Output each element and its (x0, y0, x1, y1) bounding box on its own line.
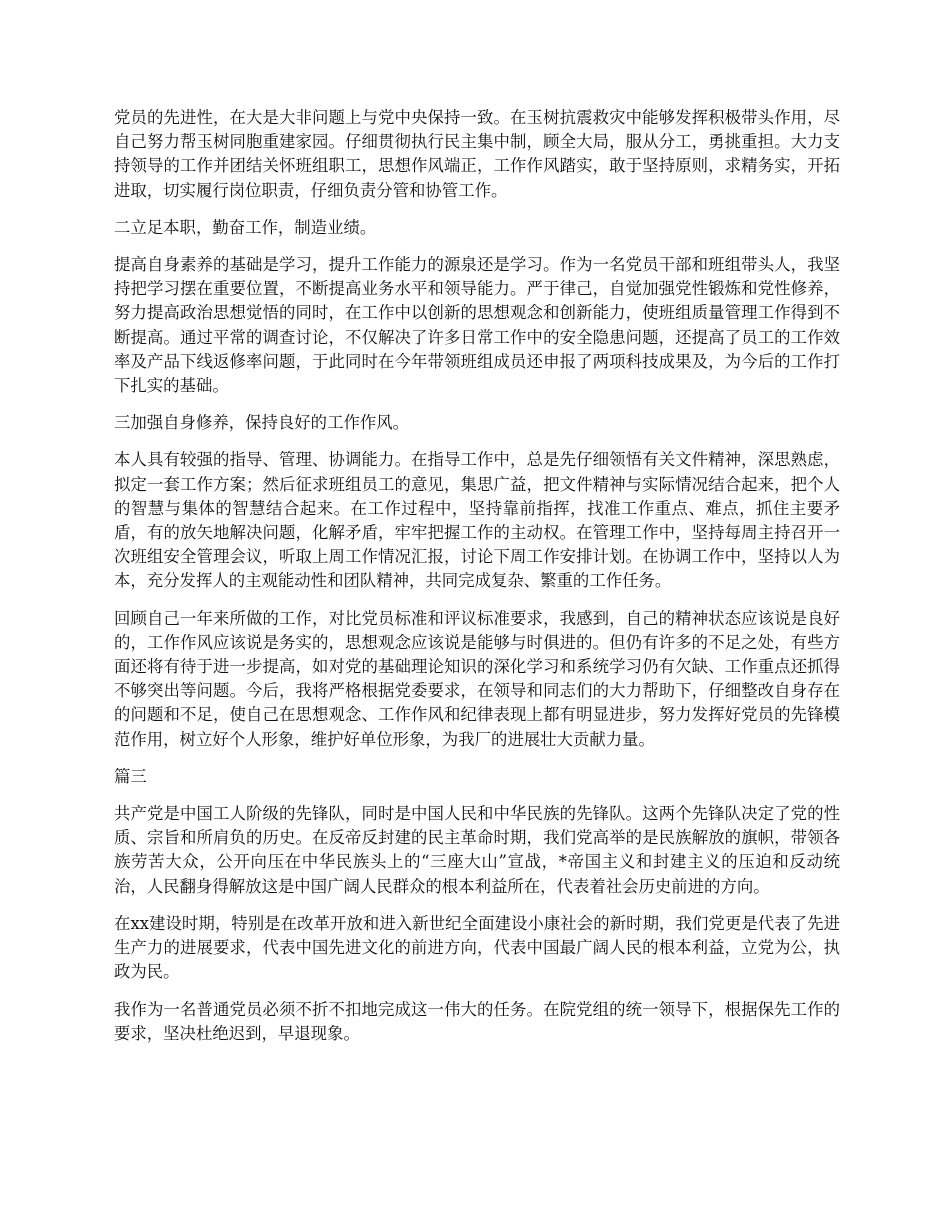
paragraph-review: 回顾自己一年来所做的工作，对比党员标准和评议标准要求，我感到，自己的精神状态应该说是良好的，工作作风应该说是务实的，思想观念应该说是能够与时俱进的。但仍有许多的不足之处，有些方面还将有待于进一步提高，如对党的基础理论知识的深化学习和系统学习仍有欠缺、工作重点还抓得不够突出等问题。今后，我将严格根据党委要求，在领导和同志们的大力帮助下，仔细整改自身存在的问题和不足，使自己在思想观念、工作作风和纪律表现上都有明显进步，努力发挥好党员的先锋模范作用，树立好个人形象，维护好单位形象，为我厂的进展壮大贡献力量。 (114, 608, 840, 749)
paragraph-construction-period: 在xx建设时期，特别是在改革开放和进入新世纪全面建设小康社会的新时期，我们党更是代表了先进生产力的进展要求，代表中国先进文化的前进方向，代表中国最广阔人民的根本利益，立党为公，执政为民。 (114, 913, 840, 982)
section-heading-three: 三加强自身修养，保持良好的工作作风。 (114, 413, 410, 433)
paragraph-abilities: 本人具有较强的指导、管理、协调能力。在指导工作中，总是先仔细领悟有关文件精神，深思熟虑，拟定一套工作方案；然后征求班组员工的意见，集思广益，把文件精神与实际情况结合起来，把个人的智慧与集体的智慧结合起来。在工作过程中，坚持靠前指挥，找准工作重点、难点，抓住主要矛盾，有的放矢地解决问题，化解矛盾，牢牢把握工作的主动权。在管理工作中，坚持每周主持召开一次班组安全管理会议，听取上周工作情况汇报，讨论下周工作安排计划。在协调工作中，坚持以人为本，充分发挥人的主观能动性和团队精神，共同完成复杂、繁重的工作任务。 (114, 450, 840, 591)
paragraph-party-vanguard: 共产党是中国工人阶级的先锋队，同时是中国人民和中华民族的先锋队。这两个先锋队决定了党的性质、宗旨和所肩负的历史。在反帝反封建的民主革命时期，我们党高举的是民族解放的旗帜，带领各族劳苦大众，公开向压在中华民族头上的“三座大山”宣战，*帝国主义和封建主义的压迫和反动统治，人民翻身得解放这是中国广阔人民群众的根本利益所在，代表着社会历史前进的方向。 (114, 804, 840, 896)
section-heading-two: 二立足本职，勤奋工作，制造业绩。 (114, 217, 377, 237)
paragraph-study: 提高自身素养的基础是学习，提升工作能力的源泉还是学习。作为一名党员干部和班组带头人，我坚持把学习摆在重要位置，不断提高业务水平和领导能力。严于律己，自觉加强党性锻炼和党性修养，努力提高政治思想觉悟的同时，在工作中以创新的思想观念和创新能力，使班组质量管理工作得到不断提高。通过平常的调查讨论，不仅解决了许多日常工作中的安全隐患问题，还提高了员工的工作效率及产品下线返修率问题，于此同时在今年带领班组成员还申报了两项科技成果及，为今后的工作打下扎实的基础。 (114, 255, 840, 396)
paragraph-personal-commitment: 我作为一名普通党员必须不折不扣地完成这一伟大的任务。在院党组的统一领导下，根据保先工作的要求，坚决杜绝迟到，早退现象。 (114, 999, 840, 1043)
section-heading-part-three: 篇三 (114, 766, 147, 786)
paragraph-intro-continued: 党员的先进性，在大是大非问题上与党中央保持一致。在玉树抗震救灾中能够发挥积极带头作用，尽自己努力帮玉树同胞重建家园。仔细贯彻执行民主集中制，顾全大局，服从分工，勇挑重担。大力支持领导的工作并团结关怀班组职工，思想作风端正，工作作风踏实，敢于坚持原则，求精务实，开拓进取，切实履行岗位职责，仔细负责分管和协管工作。 (114, 108, 840, 200)
document-body (114, 106, 840, 1059)
